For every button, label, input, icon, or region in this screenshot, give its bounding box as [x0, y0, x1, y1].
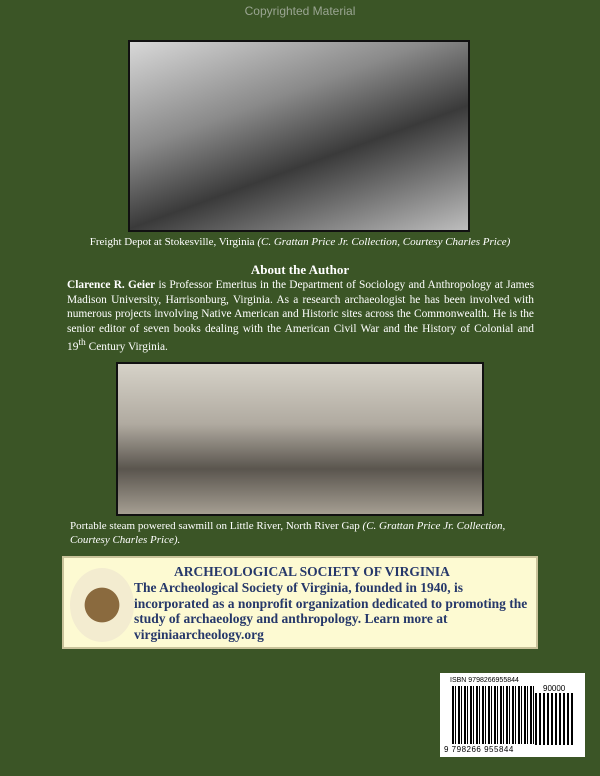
price-code: 90000: [543, 684, 566, 693]
ean-number: 9 798266 955844: [444, 745, 514, 754]
author-name: Clarence R. Geier: [67, 279, 156, 291]
bio-text: is Professor Emeritus in the Department of Sociology and Anthropology at James Madison University, Harrisonburg, Virginia. As a research archaeologist he has been involved with numerous projects involving Native American and Historic sites across the Commonwealth. He is the senior editor of seven books dealing with the American Civil War and the History of Colonial and 19: [67, 279, 534, 354]
sawmill-photo: [116, 362, 484, 516]
bio-sup: th: [78, 338, 86, 349]
author-bio: [67, 278, 534, 355]
society-box: [62, 556, 538, 649]
freight-depot-photo: [128, 40, 470, 232]
isbn-barcode: [440, 673, 585, 757]
caption-credit: (C. Grattan Price Jr. Collection, Courtesy Charles Price): [257, 236, 511, 248]
photo2-caption: [70, 519, 530, 547]
addon-bars: [535, 693, 575, 745]
caption-credit: (C. Grattan Price Jr. Collection, Courtesy Charles Price).: [70, 520, 506, 546]
caption-text: Freight Depot at Stokesville, Virginia: [89, 236, 255, 248]
barcode-bars: [452, 686, 534, 744]
caption-text: Portable steam powered sawmill on Little River, North River Gap: [70, 520, 360, 532]
photo1-caption: [0, 236, 600, 248]
about-heading: About the Author: [250, 262, 350, 277]
society-title: ARCHEOLOGICAL SOCIETY OF VIRGINIA: [174, 564, 450, 579]
isbn-label: ISBN 9798266955844: [450, 677, 519, 684]
society-text: The Archeological Society of Virginia, founded in 1940, is incorporated as a nonprofit organization dedicated to promoting the study of archaeology and anthropology. Learn more at virginiaarcheology.org: [134, 580, 528, 642]
society-logo: [70, 568, 134, 642]
copyright-watermark: Copyrighted Material: [244, 4, 356, 18]
bio-text-end: Century Virginia.: [85, 341, 168, 354]
